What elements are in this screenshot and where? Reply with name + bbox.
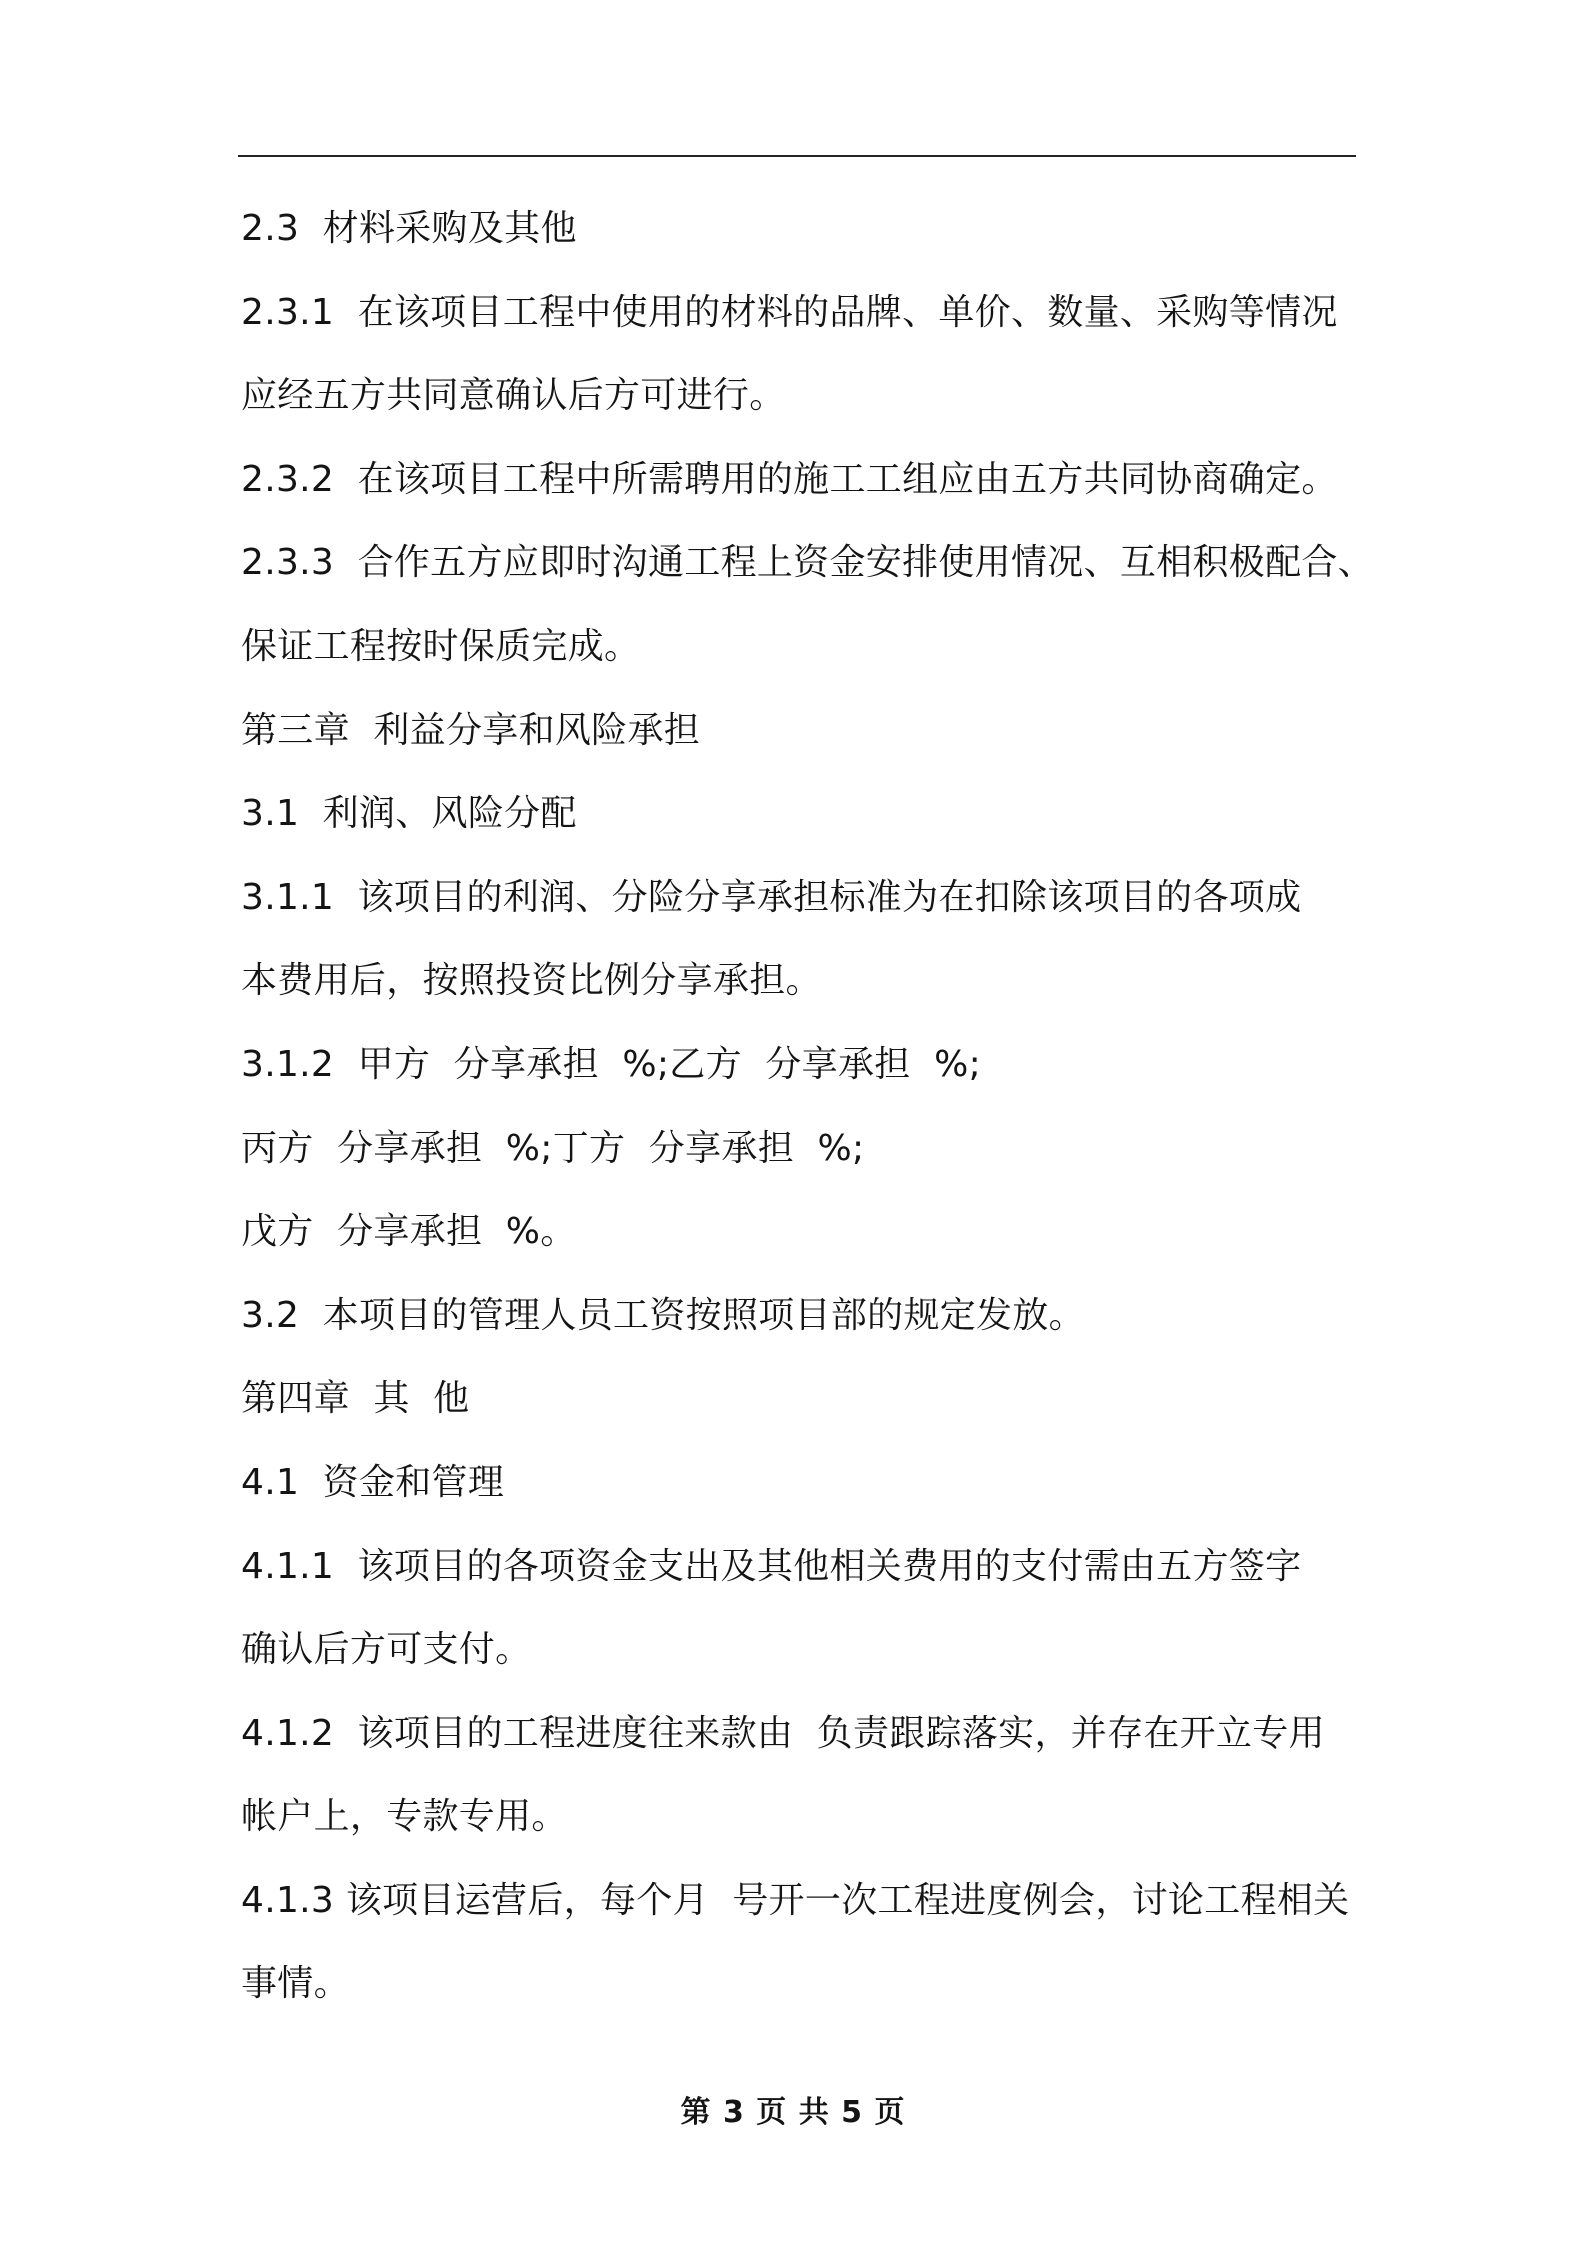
section-heading-2-3: 2.3 材料采购及其他 — [241, 208, 577, 249]
clause-3-1-2: 3.1.2 甲方 分享承担 %;乙方 分享承担 %; — [241, 1043, 982, 1085]
clause-4-1-2: 4.1.2 该项目的工程进度往来款由 负责跟踪落实，并存在开立专用 — [241, 1712, 1325, 1754]
clause-3-1-2-cont-1: 丙方 分享承担 %;丁方 分享承担 %; — [241, 1127, 865, 1169]
document-body — [241, 198, 1381, 2037]
clause-2-3-1: 2.3.1 在该项目工程中使用的材料的品牌、单价、数量、采购等情况 — [241, 291, 1338, 333]
clause-4-1-1: 4.1.1 该项目的各项资金支出及其他相关费用的支付需由五方签字 — [241, 1545, 1302, 1587]
page-number-footer: 第 3 页 共 5 页 — [680, 2095, 906, 2130]
clause-2-3-2: 2.3.2 在该项目工程中所需聘用的施工工组应由五方共同协商确定。 — [241, 458, 1338, 500]
clause-4-1-2-cont: 帐户上，专款专用。 — [241, 1796, 568, 1838]
header-rule — [238, 155, 1356, 157]
clause-4-1-1-cont: 确认后方可支付。 — [241, 1629, 532, 1671]
section-heading-4-1: 4.1 资金和管理 — [241, 1461, 505, 1503]
clause-3-1-2-cont-2: 戊方 分享承担 %。 — [241, 1211, 577, 1253]
section-heading-3-1: 3.1 利润、风险分配 — [241, 793, 577, 835]
clause-3-2: 3.2 本项目的管理人员工资按照项目部的规定发放。 — [241, 1294, 1085, 1336]
clause-2-3-1-cont: 应经五方共同意确认后方可进行。 — [241, 375, 786, 417]
clause-4-1-3: 4.1.3 该项目运营后，每个月 号开一次工程进度例会，讨论工程相关 — [241, 1879, 1350, 1921]
clause-3-1-1-cont: 本费用后，按照投资比例分享承担。 — [241, 960, 822, 1002]
chapter-4-heading: 第四章 其 他 — [241, 1378, 470, 1420]
clause-2-3-3-cont: 保证工程按时保质完成。 — [241, 625, 641, 667]
clause-4-1-3-cont: 事情。 — [241, 1963, 350, 2005]
chapter-3-heading: 第三章 利益分享和风险承担 — [241, 709, 701, 751]
clause-2-3-3: 2.3.3 合作五方应即时沟通工程上资金安排使用情况、互相积极配合、 — [241, 542, 1374, 584]
clause-3-1-1: 3.1.1 该项目的利润、分险分享承担标准为在扣除该项目的各项成 — [241, 876, 1302, 918]
